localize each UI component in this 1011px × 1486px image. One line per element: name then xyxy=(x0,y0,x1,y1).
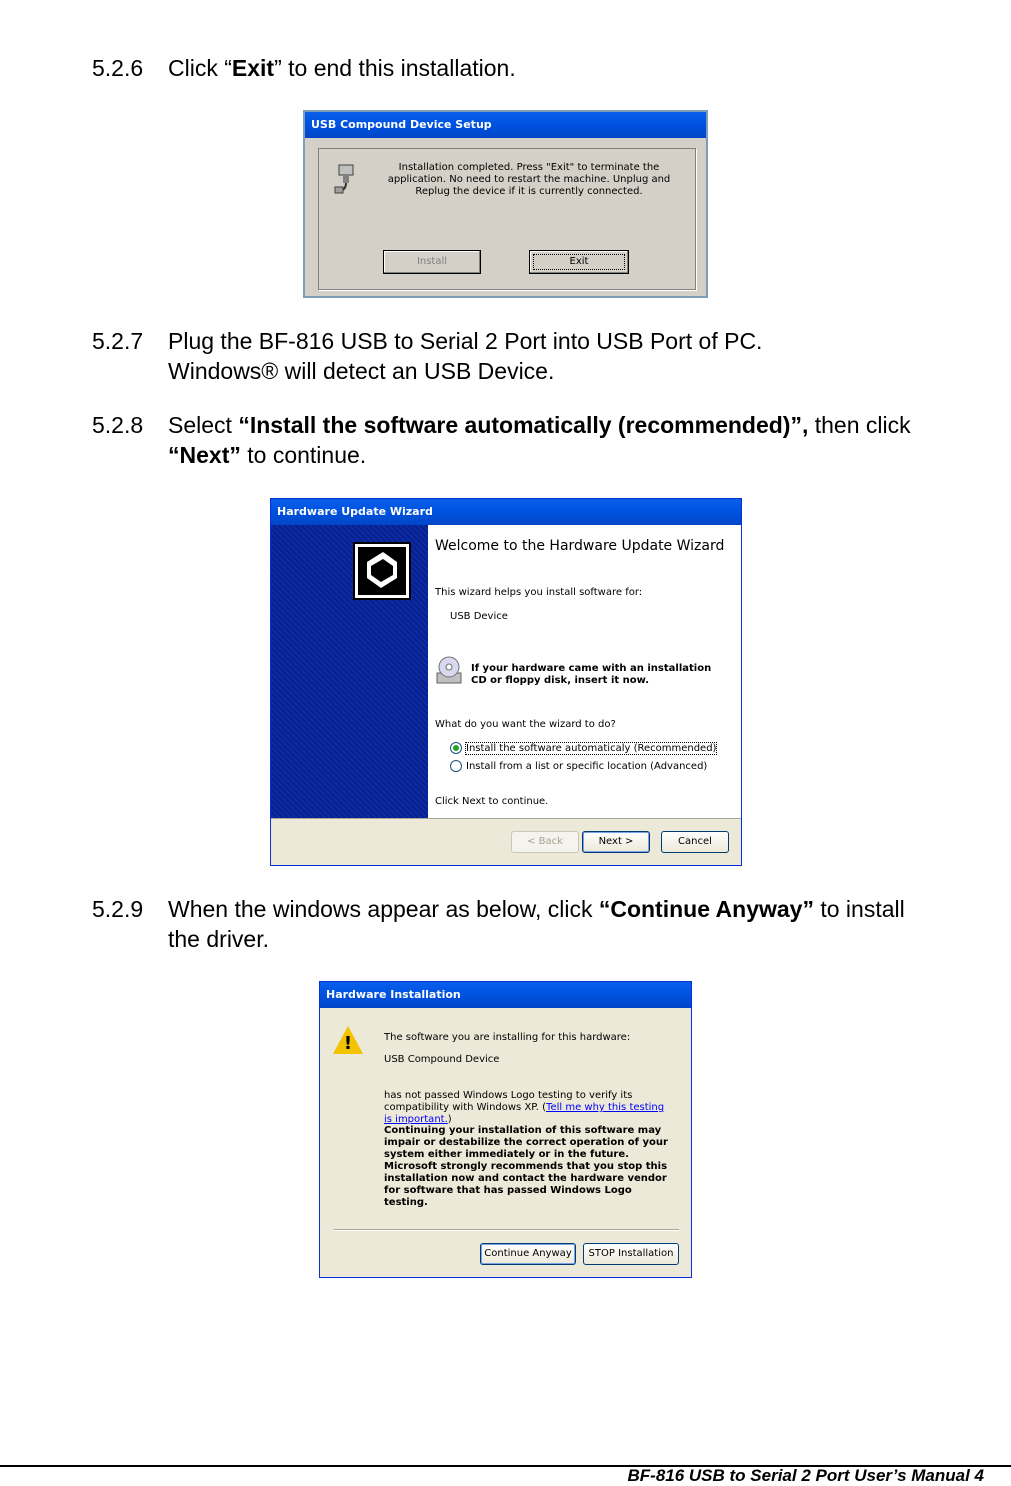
radio-advanced[interactable] xyxy=(450,760,462,772)
next-button[interactable]: Next > xyxy=(582,831,650,853)
step-text-line1 xyxy=(168,894,905,925)
wizard-intro: This wizard helps you install software for: xyxy=(435,587,643,598)
device-name: USB Device xyxy=(450,611,508,622)
continue-anyway-button[interactable]: Continue Anyway xyxy=(480,1243,576,1265)
step-text-line2 xyxy=(168,440,366,471)
dialog-title: Hardware Update Wizard xyxy=(271,499,741,525)
cd-icon xyxy=(435,655,463,685)
wizard-hint: Click Next to continue. xyxy=(435,796,549,807)
logo-link[interactable]: Tell me why this testing is important. xyxy=(384,1102,665,1125)
radio-automatic[interactable] xyxy=(450,742,462,754)
option-automatic[interactable] xyxy=(450,742,716,755)
step-text-line2: Windows® will detect an USB Device. xyxy=(168,358,555,384)
step-text-line1 xyxy=(168,410,911,441)
cd-note: If your hardware came with an installation CD or floppy disk, insert it now. xyxy=(471,663,712,686)
option-advanced-label: Install from a list or specific location (Advanced) xyxy=(466,761,708,772)
text-pre: Select xyxy=(168,412,239,438)
text-bold: “Next” xyxy=(168,442,241,468)
option-automatic-label: Install the software automaticaly (Recommended) xyxy=(466,743,717,754)
hw-warning: Continuing your installation of this software may impair or destabilize the correct operation of your system either immediately or in the future. Microsoft strongly recommends that you stop this installation now and contact the hardware vendor for software that has passed Windows Logo testing. xyxy=(384,1125,668,1208)
step-text-line1: Plug the BF-816 USB to Serial 2 Port into USB Port of PC. xyxy=(168,328,763,354)
wizard-side-panel xyxy=(271,525,428,819)
warning-exclamation-icon: ! xyxy=(343,1033,353,1054)
wizard-heading: Welcome to the Hardware Update Wizard xyxy=(435,538,725,554)
wizard-question: What do you want the wizard to do? xyxy=(435,719,616,730)
text-post: to continue. xyxy=(240,442,367,468)
text-bold: “Install the software automatically (recommended)”, xyxy=(238,412,809,438)
dialog-title: Hardware Installation xyxy=(320,982,691,1008)
hardware-update-wizard xyxy=(270,498,742,866)
exit-button[interactable]: Exit xyxy=(529,250,629,274)
dialog-group xyxy=(318,148,696,290)
hw-device: USB Compound Device xyxy=(384,1054,500,1065)
text-pre: When the windows appear as below, click xyxy=(168,896,599,922)
hardware-icon xyxy=(353,542,411,600)
logo-text-end: ) xyxy=(447,1114,452,1125)
install-button[interactable]: Install xyxy=(383,250,481,274)
wizard-content xyxy=(428,525,741,819)
stop-installation-button[interactable]: STOP Installation xyxy=(583,1243,679,1265)
text-mid: then click xyxy=(808,412,911,438)
hw-line1: The software you are installing for this hardware: xyxy=(384,1032,631,1043)
step-number: 5.2.6 xyxy=(92,55,144,81)
usb-plug-icon xyxy=(333,163,363,195)
back-button[interactable]: < Back xyxy=(511,831,579,853)
text-bold: Exit xyxy=(231,55,275,81)
step-text xyxy=(168,53,516,84)
text-post: ” to end this installation. xyxy=(274,55,516,81)
logo-text: has not passed Windows Logo testing to verify its compatibility with Windows XP. ( xyxy=(384,1090,633,1113)
text-pre: Click “ xyxy=(168,55,232,81)
step-number: 5.2.7 xyxy=(92,328,144,354)
cancel-button[interactable]: Cancel xyxy=(661,831,729,853)
step-text-line2: the driver. xyxy=(168,926,269,952)
step-number: 5.2.9 xyxy=(92,896,144,922)
text-post: to install xyxy=(813,896,905,922)
dialog-message: Installation completed. Press "Exit" to terminate the application. No need to restart the machine. Unplug and Replug the device if it is currently connected. xyxy=(387,162,671,197)
text-bold: “Continue Anyway” xyxy=(598,896,814,922)
dialog-title: USB Compound Device Setup xyxy=(305,112,706,138)
separator xyxy=(334,1229,679,1231)
page-footer: BF-816 USB to Serial 2 Port User’s Manual 4 xyxy=(627,1466,984,1485)
option-advanced[interactable] xyxy=(450,760,707,773)
hw-logo-notice xyxy=(384,1090,674,1126)
usb-setup-dialog xyxy=(303,110,708,298)
wizard-footer xyxy=(271,818,741,865)
hardware-installation-dialog xyxy=(319,981,692,1278)
step-number: 5.2.8 xyxy=(92,412,144,438)
